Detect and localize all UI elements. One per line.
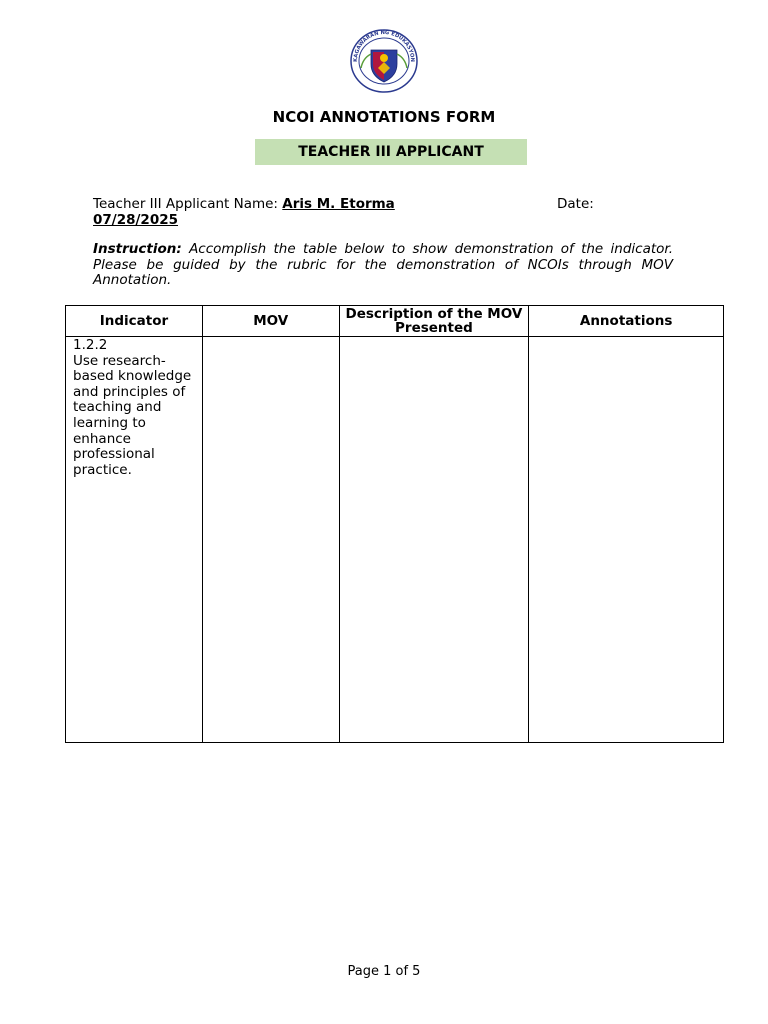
table-row — [66, 337, 724, 743]
annotations-cell[interactable] — [529, 337, 724, 743]
instruction-lead: Instruction: — [93, 241, 182, 257]
form-title: NCOI ANNOTATIONS FORM — [272, 108, 496, 126]
date-value: 07/28/2025 — [93, 212, 179, 228]
header-indicator: Indicator — [66, 306, 203, 337]
indicator-cell — [66, 337, 203, 743]
applicant-name-value: Aris M. Etorma — [282, 196, 395, 212]
role-band — [255, 139, 527, 165]
instruction-text: Accomplish the table below to show demonstration of the indicator. Please be guided by the rubric for the demonstration of NCOIs through MOV Annotation. — [93, 241, 674, 289]
table-header-row — [66, 306, 724, 337]
description-cell[interactable] — [339, 337, 529, 743]
indicator-text: Use research-based knowledge and principles of teaching and learning to enhance professional practice. — [73, 352, 192, 478]
annotations-table — [65, 305, 724, 743]
applicant-name-label: Teacher III Applicant Name: — [93, 196, 278, 212]
header-mov: MOV — [202, 306, 339, 337]
deped-seal-icon — [349, 28, 419, 94]
applicant-line — [93, 196, 683, 228]
indicator-code: 1.2.2 — [73, 337, 108, 353]
header-annotations: Annotations — [529, 306, 724, 337]
instruction-paragraph — [93, 242, 673, 289]
page-number: Page 1 of 5 — [347, 964, 421, 979]
mov-cell[interactable] — [202, 337, 339, 743]
date-label: Date: — [557, 196, 594, 212]
header-description: Description of the MOV Presented — [339, 306, 529, 337]
seal-text: KAGAWARAN NG EDUKASYON — [352, 29, 416, 63]
role-band-label: TEACHER III APPLICANT — [298, 144, 484, 160]
